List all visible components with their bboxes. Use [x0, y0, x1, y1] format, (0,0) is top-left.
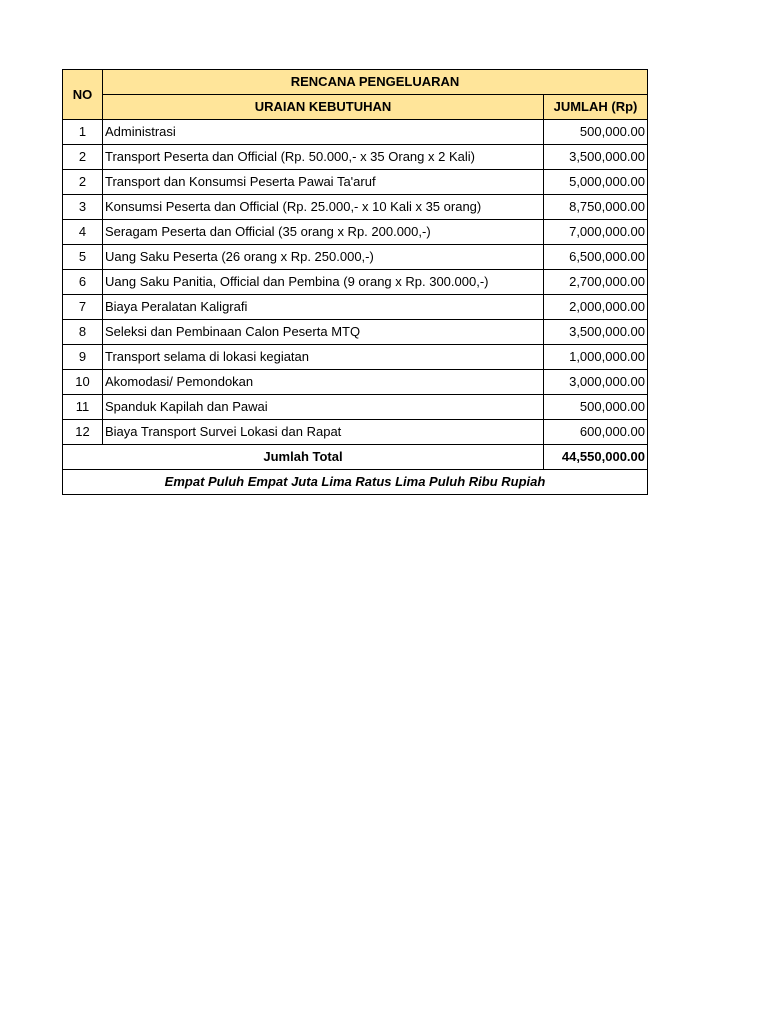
row-amount: 3,500,000.00 [544, 320, 648, 345]
budget-sheet [62, 69, 647, 495]
table-row [63, 120, 648, 145]
row-description: Seragam Peserta dan Official (35 orang x Rp. 200.000,-) [103, 220, 544, 245]
row-amount: 8,750,000.00 [544, 195, 648, 220]
row-no: 6 [63, 270, 103, 295]
row-description: Transport dan Konsumsi Peserta Pawai Ta'aruf [103, 170, 544, 195]
row-amount: 2,000,000.00 [544, 295, 648, 320]
row-no: 2 [63, 145, 103, 170]
row-description: Administrasi [103, 120, 544, 145]
header-no: NO [63, 70, 103, 120]
row-no: 1 [63, 120, 103, 145]
row-amount: 500,000.00 [544, 395, 648, 420]
row-amount: 5,000,000.00 [544, 170, 648, 195]
row-description: Transport selama di lokasi kegiatan [103, 345, 544, 370]
amount-in-words: Empat Puluh Empat Juta Lima Ratus Lima Puluh Ribu Rupiah [63, 470, 648, 495]
row-description: Spanduk Kapilah dan Pawai [103, 395, 544, 420]
table-body [63, 120, 648, 445]
table-row [63, 270, 648, 295]
total-amount: 44,550,000.00 [544, 445, 648, 470]
row-no: 8 [63, 320, 103, 345]
row-no: 11 [63, 395, 103, 420]
table-row [63, 420, 648, 445]
total-row [63, 445, 648, 470]
header-description: URAIAN KEBUTUHAN [103, 95, 544, 120]
table-row [63, 370, 648, 395]
table-row [63, 170, 648, 195]
row-no: 3 [63, 195, 103, 220]
table-header [63, 70, 648, 120]
budget-table [62, 69, 648, 495]
row-description: Uang Saku Peserta (26 orang x Rp. 250.000,-) [103, 245, 544, 270]
table-row [63, 395, 648, 420]
table-row [63, 295, 648, 320]
row-amount: 7,000,000.00 [544, 220, 648, 245]
row-description: Seleksi dan Pembinaan Calon Peserta MTQ [103, 320, 544, 345]
row-amount: 2,700,000.00 [544, 270, 648, 295]
table-row [63, 245, 648, 270]
header-group-title: RENCANA PENGELUARAN [103, 70, 648, 95]
row-no: 4 [63, 220, 103, 245]
row-amount: 500,000.00 [544, 120, 648, 145]
row-description: Transport Peserta dan Official (Rp. 50.000,- x 35 Orang x 2 Kali) [103, 145, 544, 170]
total-label: Jumlah Total [63, 445, 544, 470]
row-description: Uang Saku Panitia, Official dan Pembina (9 orang x Rp. 300.000,-) [103, 270, 544, 295]
header-amount: JUMLAH (Rp) [544, 95, 648, 120]
table-row [63, 220, 648, 245]
table-footer [63, 445, 648, 495]
row-no: 2 [63, 170, 103, 195]
row-amount: 3,500,000.00 [544, 145, 648, 170]
row-description: Konsumsi Peserta dan Official (Rp. 25.000,- x 10 Kali x 35 orang) [103, 195, 544, 220]
row-no: 7 [63, 295, 103, 320]
row-amount: 6,500,000.00 [544, 245, 648, 270]
row-amount: 600,000.00 [544, 420, 648, 445]
row-no: 5 [63, 245, 103, 270]
row-no: 12 [63, 420, 103, 445]
table-row [63, 320, 648, 345]
row-amount: 3,000,000.00 [544, 370, 648, 395]
row-no: 9 [63, 345, 103, 370]
row-description: Biaya Peralatan Kaligrafi [103, 295, 544, 320]
table-row [63, 145, 648, 170]
row-amount: 1,000,000.00 [544, 345, 648, 370]
row-no: 10 [63, 370, 103, 395]
row-description: Akomodasi/ Pemondokan [103, 370, 544, 395]
table-row [63, 195, 648, 220]
amount-in-words-row [63, 470, 648, 495]
row-description: Biaya Transport Survei Lokasi dan Rapat [103, 420, 544, 445]
table-row [63, 345, 648, 370]
